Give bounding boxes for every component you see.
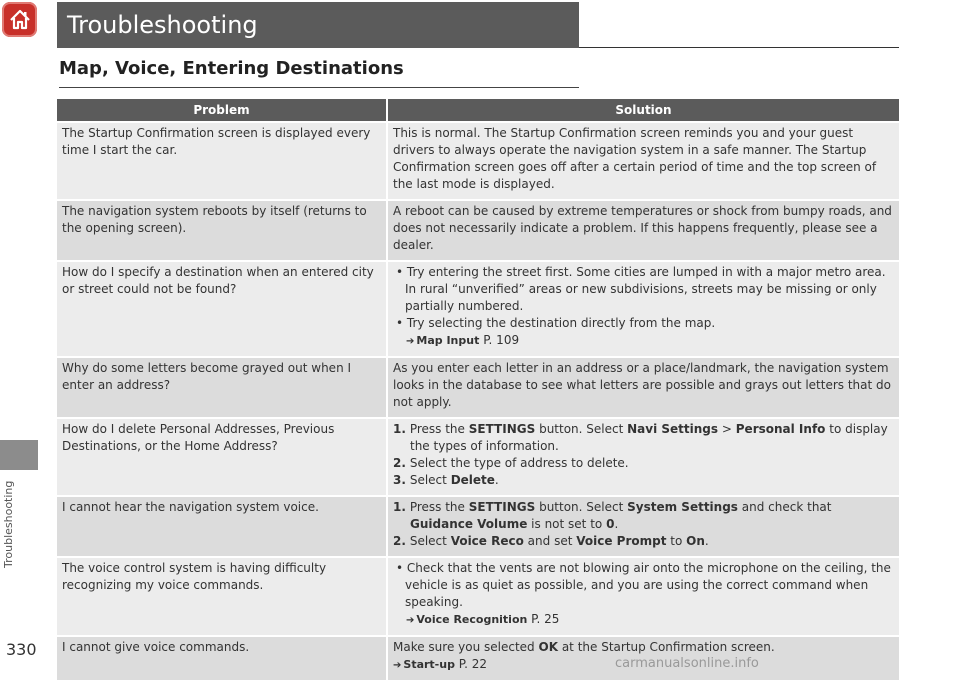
table-row	[57, 121, 899, 199]
section-subtitle: Map, Voice, Entering Destinations	[59, 58, 404, 79]
solution-cell	[388, 556, 899, 635]
arrow-icon: ➔	[406, 615, 415, 626]
solution-cell	[388, 495, 899, 556]
step-item: 2. Select the type of address to delete.	[393, 456, 629, 470]
home-icon	[8, 8, 32, 32]
step-item: 1. Press the SETTINGS button. Select System Settings and check that Guidance Volume is not set to 0.	[393, 500, 832, 531]
solution-cell	[388, 260, 899, 356]
cross-reference-link[interactable]: ➔ Voice Recognition P. 25	[393, 611, 893, 629]
bullet-item: • Check that the vents are not blowing air onto the microphone on the ceiling, the vehicle is as quiet as possible, and you are using the correct command when speaking.	[396, 561, 891, 609]
problem-cell: The navigation system reboots by itself (returns to the opening screen).	[57, 199, 388, 260]
table-row	[57, 635, 899, 680]
page-title: Troubleshooting	[57, 2, 579, 48]
bullet-item: • Try entering the street first. Some cities are lumped in with a major metro area. In rural “unverified” areas or new subdivisions, streets may be missing or only partially numbered.	[396, 265, 886, 313]
table-row	[57, 260, 899, 356]
side-section-label: Troubleshooting	[2, 480, 15, 568]
table-header-row	[57, 99, 899, 121]
problem-cell: The Startup Confirmation screen is displayed every time I start the car.	[57, 121, 388, 199]
bullet-item: • Try selecting the destination directly from the map.	[396, 316, 716, 330]
table-row	[57, 356, 899, 417]
step-item: 1. Press the SETTINGS button. Select Navi Settings > Personal Info to display the types of information.	[393, 422, 888, 453]
arrow-icon: ➔	[393, 660, 402, 671]
page-number: 330	[6, 640, 37, 659]
problem-cell: Why do some letters become grayed out when I enter an address?	[57, 356, 388, 417]
table-row	[57, 556, 899, 635]
solution-cell	[388, 417, 899, 495]
problem-cell: How do I specify a destination when an entered city or street could not be found?	[57, 260, 388, 356]
header-solution: Solution	[388, 99, 899, 121]
title-rule	[579, 47, 899, 48]
problem-cell: I cannot give voice commands.	[57, 635, 388, 680]
home-button[interactable]	[2, 2, 37, 37]
arrow-icon: ➔	[406, 336, 415, 347]
table-row	[57, 417, 899, 495]
problem-cell: I cannot hear the navigation system voice.	[57, 495, 388, 556]
section-tab	[0, 440, 38, 470]
solution-cell: Make sure you selected OK at the Startup Confirmation screen. ➔ Start-up P. 22	[388, 635, 899, 680]
problem-cell: The voice control system is having difficulty recognizing my voice commands.	[57, 556, 388, 635]
problem-cell: How do I delete Personal Addresses, Previous Destinations, or the Home Address?	[57, 417, 388, 495]
troubleshooting-table	[57, 99, 899, 680]
solution-cell: As you enter each letter in an address or a place/landmark, the navigation system looks in the database to see what letters are possible and grays out letters that do not apply.	[388, 356, 899, 417]
cross-reference-link[interactable]: ➔ Map Input P. 109	[393, 332, 893, 350]
step-item: 2. Select Voice Reco and set Voice Prompt to On.	[393, 534, 709, 548]
watermark-footer: carmanualsonline.info	[615, 656, 759, 671]
subtitle-rule	[59, 87, 579, 88]
header-problem: Problem	[57, 99, 388, 121]
solution-cell: A reboot can be caused by extreme temperatures or shock from bumpy roads, and does not necessarily indicate a problem. If this happens frequently, please see a dealer.	[388, 199, 899, 260]
cross-reference-link[interactable]: ➔ Start-up P. 22	[393, 656, 893, 674]
table-row	[57, 199, 899, 260]
step-item: 3. Select Delete.	[393, 473, 499, 487]
table-row	[57, 495, 899, 556]
solution-cell: This is normal. The Startup Confirmation screen reminds you and your guest drivers to always operate the navigation system in a safe manner. The Startup Confirmation screen goes off after a certain period of time and the top screen of the last mode is displayed.	[388, 121, 899, 199]
